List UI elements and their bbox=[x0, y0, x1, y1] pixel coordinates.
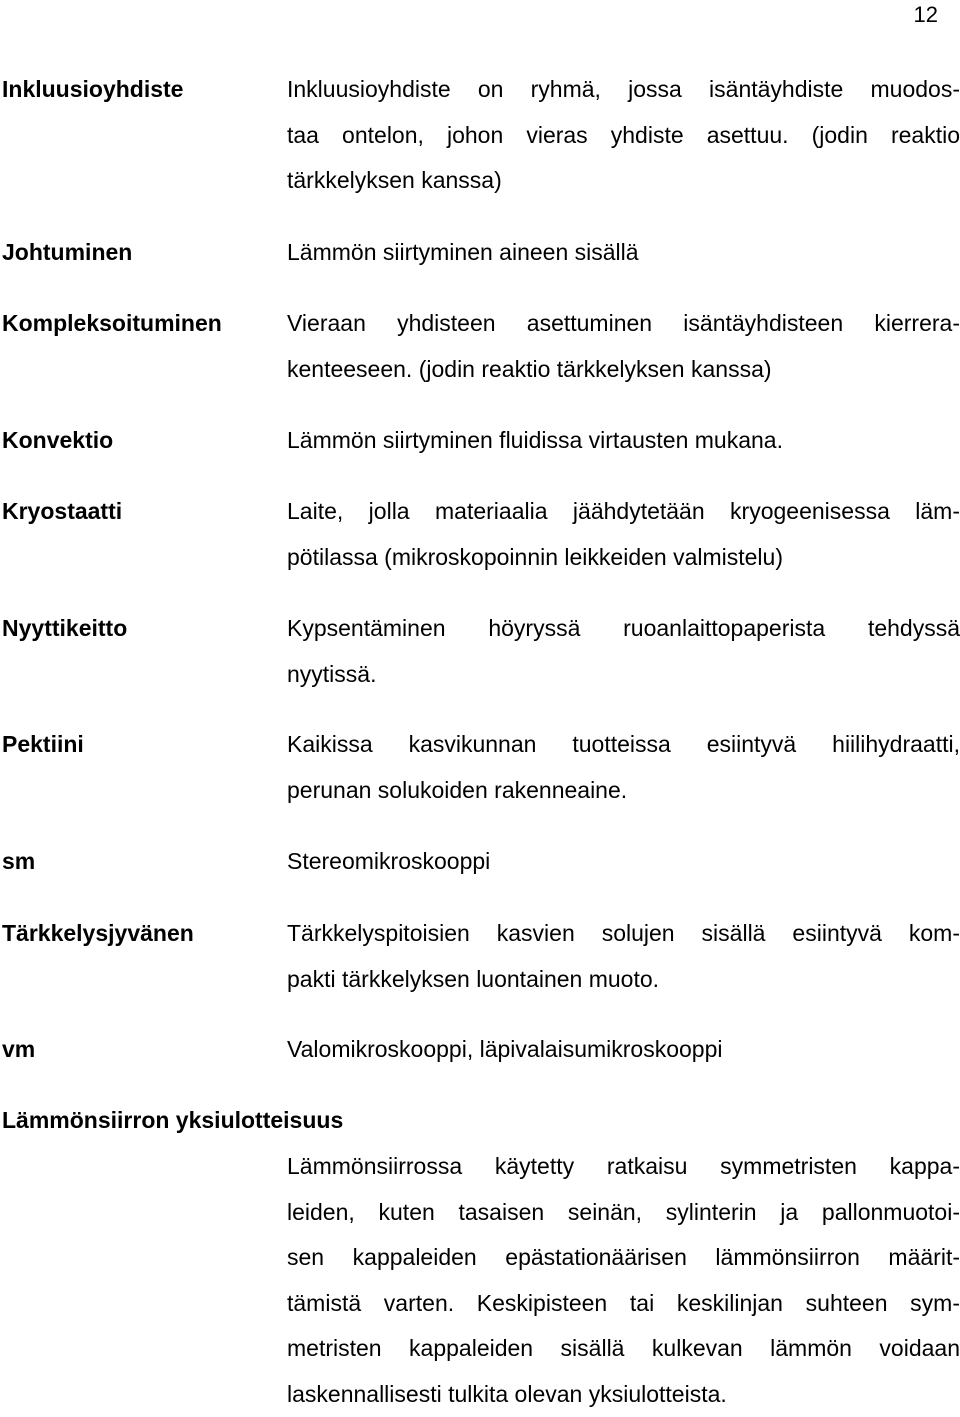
page-number: 12 bbox=[914, 0, 938, 30]
glossary-definition bbox=[287, 722, 960, 813]
definition-line: Vieraan yhdisteen asettuminen isäntäyhdisteen kierrera- bbox=[287, 301, 960, 347]
definition-line: tärkkelyksen kanssa) bbox=[287, 158, 960, 204]
glossary-definition bbox=[287, 606, 960, 697]
glossary-term: Kompleksoituminen bbox=[2, 301, 222, 347]
definition-line: Lämmön siirtyminen aineen sisällä bbox=[287, 230, 960, 276]
glossary-definition bbox=[287, 67, 960, 204]
definition-line: metristen kappaleiden sisällä kulkevan lämmön voidaan bbox=[287, 1326, 960, 1372]
glossary-term: Johtuminen bbox=[2, 230, 132, 276]
definition-line: leiden, kuten tasaisen seinän, sylinterin ja pallonmuotoi- bbox=[287, 1190, 960, 1236]
definition-line: sen kappaleiden epästationäärisen lämmönsiirron määrit- bbox=[287, 1235, 960, 1281]
section-heading: Lämmönsiirron yksiulotteisuus bbox=[2, 1098, 343, 1144]
glossary-definition bbox=[287, 839, 960, 885]
glossary-term: Konvektio bbox=[2, 418, 113, 464]
glossary-definition bbox=[287, 301, 960, 392]
definition-line: kenteeseen. (jodin reaktio tärkkelyksen kanssa) bbox=[287, 347, 960, 393]
section-definition bbox=[287, 1144, 960, 1417]
definition-line: Lämmön siirtyminen fluidissa virtausten mukana. bbox=[287, 418, 960, 464]
definition-line: laskennallisesti tulkita olevan yksiulotteista. bbox=[287, 1372, 960, 1417]
definition-line: Stereomikroskooppi bbox=[287, 839, 960, 885]
definition-line: Valomikroskooppi, läpivalaisumikroskooppi bbox=[287, 1027, 960, 1073]
definition-line: perunan solukoiden rakenneaine. bbox=[287, 768, 960, 814]
glossary-definition bbox=[287, 418, 960, 464]
definition-line: Inkluusioyhdiste on ryhmä, jossa isäntäyhdiste muodos- bbox=[287, 67, 960, 113]
definition-line: Laite, jolla materiaalia jäähdytetään kryogeenisessa läm- bbox=[287, 489, 960, 535]
definition-line: pötilassa (mikroskopoinnin leikkeiden valmistelu) bbox=[287, 535, 960, 581]
glossary-term: Pektiini bbox=[2, 722, 84, 768]
definition-line: Kypsentäminen höyryssä ruoanlaittopaperista tehdyssä bbox=[287, 606, 960, 652]
glossary-term: sm bbox=[2, 839, 35, 885]
definition-line: Lämmönsiirrossa käytetty ratkaisu symmetristen kappa- bbox=[287, 1144, 960, 1190]
definition-line: tämistä varten. Keskipisteen tai keskilinjan suhteen sym- bbox=[287, 1281, 960, 1327]
definition-line: taa ontelon, johon vieras yhdiste asettuu. (jodin reaktio bbox=[287, 113, 960, 159]
definition-line: Tärkkelyspitoisien kasvien solujen sisällä esiintyvä kom- bbox=[287, 911, 960, 957]
definition-line: nyytissä. bbox=[287, 652, 960, 698]
glossary-definition bbox=[287, 489, 960, 580]
glossary-definition bbox=[287, 911, 960, 1002]
glossary-definition bbox=[287, 1027, 960, 1073]
definition-line: pakti tärkkelyksen luontainen muoto. bbox=[287, 957, 960, 1003]
glossary-term: Kryostaatti bbox=[2, 489, 122, 535]
glossary-term: Inkluusioyhdiste bbox=[2, 67, 183, 113]
glossary-term: Nyyttikeitto bbox=[2, 606, 127, 652]
glossary-term: Tärkkelysjyvänen bbox=[2, 911, 194, 957]
definition-line: Kaikissa kasvikunnan tuotteissa esiintyvä hiilihydraatti, bbox=[287, 722, 960, 768]
glossary-term: vm bbox=[2, 1027, 35, 1073]
glossary-definition bbox=[287, 230, 960, 276]
